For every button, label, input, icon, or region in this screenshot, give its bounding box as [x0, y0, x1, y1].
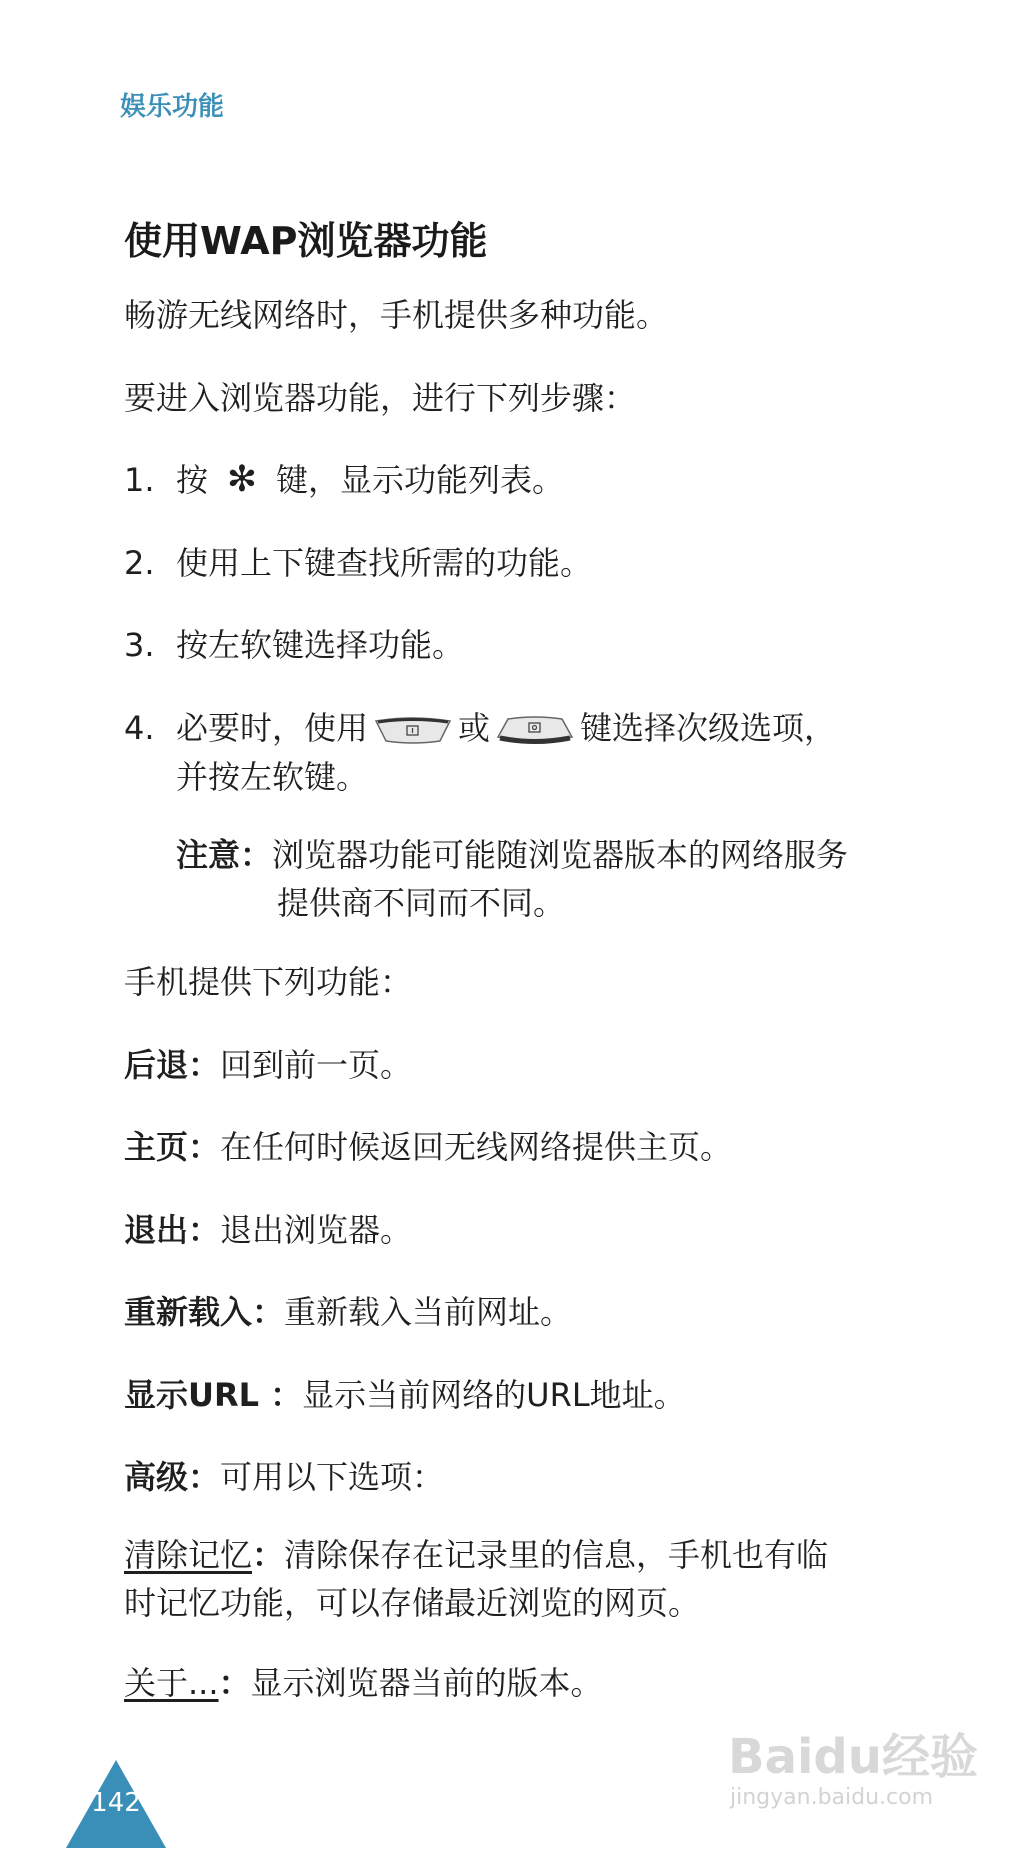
feature-desc: 可用以下选项：	[220, 1458, 445, 1496]
intro-text: 畅游无线网络时，手机提供多种功能。	[124, 296, 669, 334]
feature-back	[124, 1045, 412, 1085]
step-number: 2.	[124, 544, 155, 582]
step-text: 键选择次级选项，	[580, 709, 837, 747]
step-number: 1.	[124, 461, 155, 499]
up-nav-key-icon	[374, 713, 452, 747]
step-number: 4.	[124, 709, 155, 747]
step-text: 或	[458, 709, 491, 747]
advanced-about	[124, 1663, 603, 1703]
features-intro: 手机提供下列功能：	[124, 963, 413, 1001]
note-text: 浏览器功能可能随浏览器版本的网络服务	[272, 836, 849, 874]
advanced-term: 关于...	[124, 1664, 219, 1702]
advanced-term: 清除记忆	[124, 1536, 253, 1574]
feature-term: 重新载入：	[124, 1293, 285, 1331]
watermark-url: jingyan.baidu.com	[730, 1785, 934, 1810]
feature-term: 主页：	[124, 1128, 221, 1166]
feature-exit	[124, 1210, 412, 1250]
feature-term: 后退：	[124, 1046, 221, 1084]
feature-home	[124, 1127, 732, 1167]
note	[176, 835, 848, 875]
star-key-icon: ✻	[226, 459, 258, 500]
step-number: 3.	[124, 626, 155, 664]
feature-term: 退出：	[124, 1211, 221, 1249]
feature-desc: 退出浏览器。	[220, 1211, 413, 1249]
feature-advanced	[124, 1457, 444, 1497]
steps-intro: 要进入浏览器功能，进行下列步骤：	[124, 379, 637, 417]
section-header: 娱乐功能	[120, 92, 225, 122]
step-text: 按左软键选择功能。	[176, 626, 465, 664]
advanced-clear-memory	[124, 1535, 828, 1575]
advanced-colon: ：	[218, 1664, 251, 1702]
feature-term: 高级：	[124, 1458, 221, 1496]
watermark-logo: Baidu经验	[728, 1729, 978, 1785]
page-number: 142	[91, 1788, 141, 1818]
down-nav-key-icon	[496, 713, 574, 747]
step-4-line2: 并按左软键。	[176, 758, 369, 796]
feature-show-url	[124, 1375, 686, 1415]
feature-desc: 显示当前网络的URL地址。	[302, 1376, 686, 1414]
advanced-desc: 清除保存在记录里的信息，手机也有临	[284, 1536, 829, 1574]
step-1	[124, 460, 564, 500]
advanced-colon: ：	[252, 1536, 285, 1574]
step-2	[124, 543, 592, 583]
advanced-desc: 显示浏览器当前的版本。	[250, 1664, 603, 1702]
step-text: 使用上下键查找所需的功能。	[176, 544, 593, 582]
feature-desc: 重新载入当前网址。	[284, 1293, 573, 1331]
step-text: 按	[176, 461, 209, 499]
feature-desc: 回到前一页。	[220, 1046, 413, 1084]
step-text: 必要时，使用	[176, 709, 369, 747]
page-title: 使用WAP浏览器功能	[124, 219, 488, 263]
step-4	[124, 708, 836, 748]
feature-desc: 在任何时候返回无线网络提供主页。	[220, 1128, 733, 1166]
step-text: 键，显示功能列表。	[276, 461, 565, 499]
note-label: 注意：	[176, 836, 273, 874]
step-3	[124, 625, 464, 665]
advanced-clear-memory-line2: 时记忆功能，可以存储最近浏览的网页。	[124, 1584, 701, 1622]
feature-reload	[124, 1292, 572, 1332]
feature-term: 显示URL ：	[124, 1376, 303, 1414]
note-line2: 提供商不同而不同。	[277, 884, 566, 922]
